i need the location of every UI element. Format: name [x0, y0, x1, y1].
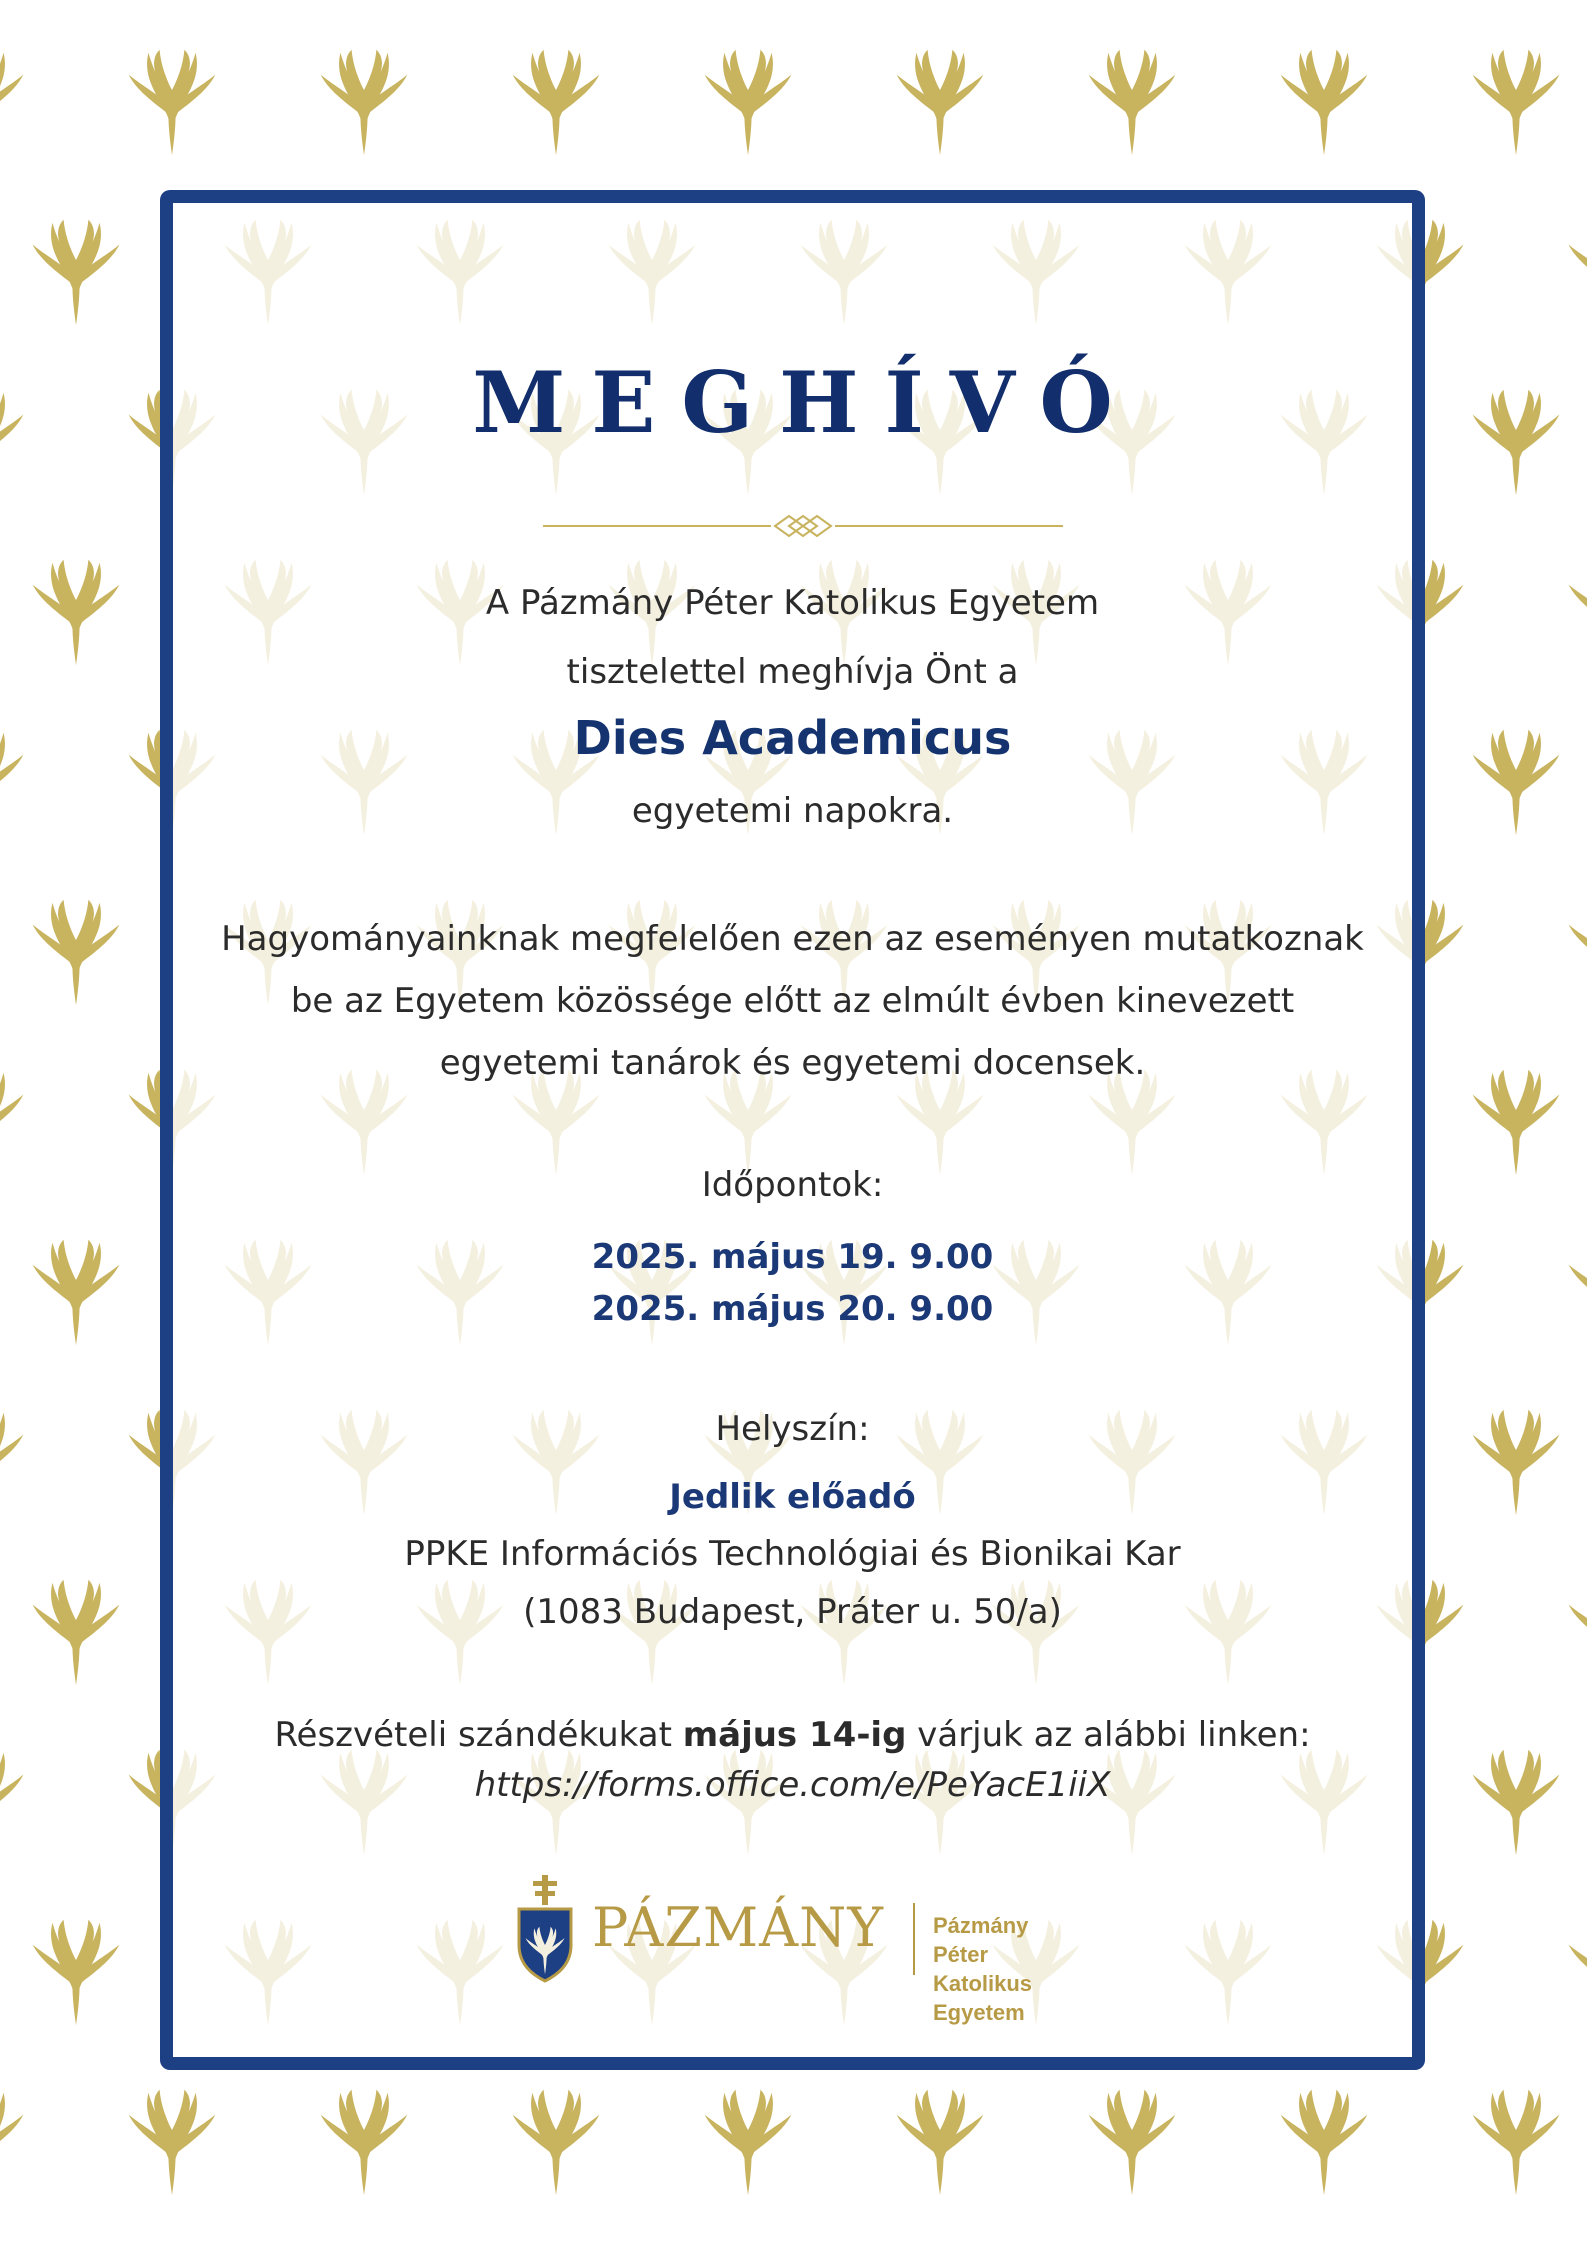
fleur-motif-icon [1281, 2090, 1368, 2195]
fleur-motif-icon [1569, 560, 1587, 665]
intro-line-2: tisztelettel meghívja Önt a [566, 652, 1019, 692]
fleur-motif-icon [513, 2090, 600, 2195]
fleur-motif-icon [1377, 1920, 1412, 2025]
fleur-motif-icon [1569, 900, 1587, 1005]
fleur-motif-icon [897, 50, 984, 155]
fleur-motif-icon [1569, 1580, 1587, 1685]
fleur-motif-icon [0, 1070, 23, 1175]
fleur-motif-icon [33, 1920, 120, 2025]
invitation-card [160, 190, 1425, 2070]
logo-subtitle-line-2: Katolikus Egyetem [933, 1971, 1033, 2025]
university-crest-icon [513, 1873, 577, 1983]
location-room: Jedlik előadó [669, 1477, 916, 1517]
fleur-motif-icon [1089, 2090, 1176, 2195]
fleur-motif-icon [1473, 730, 1560, 835]
fleur-motif-icon [513, 50, 600, 155]
fleur-motif-icon [1473, 390, 1560, 495]
rsvp-deadline: május 14-ig [682, 1715, 907, 1755]
fleur-motif-icon [225, 1920, 312, 2025]
fleur-motif-icon [129, 2090, 216, 2195]
fleur-motif-icon [1473, 1070, 1560, 1175]
fleur-motif-icon [1089, 50, 1176, 155]
fleur-motif-icon [897, 2090, 984, 2195]
fleur-motif-icon [1185, 1920, 1272, 2025]
location-address: (1083 Budapest, Práter u. 50/a) [523, 1592, 1062, 1632]
fleur-motif-icon [1185, 220, 1272, 325]
fleur-motif-icon [1473, 1410, 1560, 1515]
rsvp-link[interactable]: https://forms.office.com/e/PeYacE1iiX [474, 1765, 1111, 1805]
paragraph-line-3: egyetemi tanárok és egyetemi docensek. [439, 1043, 1146, 1083]
fleur-motif-icon [993, 220, 1080, 325]
fleur-motif-icon [1473, 2090, 1560, 2195]
fleur-motif-icon [705, 2090, 792, 2195]
page-title: MEGHÍVÓ [472, 353, 1139, 452]
fleur-motif-icon [321, 50, 408, 155]
fleur-motif-icon [0, 1750, 23, 1855]
university-logo [513, 1873, 1073, 2025]
fleur-motif-icon [1569, 1920, 1587, 2025]
logo-separator [913, 1903, 915, 1975]
dates-label: Időpontok: [701, 1165, 884, 1205]
fleur-motif-icon [609, 220, 696, 325]
paragraph-line-1: Hagyományainknak megfelelően ezen az eseményen mutatkoznak [221, 919, 1364, 959]
event-name: Dies Academicus [573, 711, 1012, 765]
fleur-motif-icon [33, 900, 120, 1005]
fleur-motif-icon [33, 560, 120, 665]
fleur-motif-icon [0, 730, 23, 835]
fleur-motif-icon [1473, 50, 1560, 155]
location-faculty: PPKE Információs Technológiai és Bionikai Kar [404, 1534, 1181, 1574]
fleur-motif-icon [417, 220, 504, 325]
location-label: Helyszín: [715, 1409, 870, 1449]
fleur-motif-icon [321, 2090, 408, 2195]
rsvp-text-before: Részvételi szándékukat [274, 1715, 683, 1755]
date-2: 2025. május 20. 9.00 [591, 1289, 994, 1329]
fleur-motif-icon [33, 220, 120, 325]
fleur-motif-icon [1569, 1240, 1587, 1345]
date-1: 2025. május 19. 9.00 [591, 1237, 994, 1277]
intro-line-1: A Pázmány Péter Katolikus Egyetem [485, 583, 1100, 623]
fleur-motif-icon [1281, 50, 1368, 155]
logo-subtitle [933, 1911, 1073, 2027]
fleur-motif-icon [801, 220, 888, 325]
fleur-motif-icon [0, 50, 23, 155]
logo-subtitle-line-1: Pázmány Péter [933, 1913, 1029, 1967]
fleur-motif-icon [129, 50, 216, 155]
intro-line-3: egyetemi napokra. [631, 791, 954, 831]
fleur-motif-icon [0, 1410, 23, 1515]
rsvp-text-after: várjuk az alábbi linken: [906, 1715, 1311, 1755]
fleur-motif-icon [225, 220, 312, 325]
fleur-motif-icon [417, 1920, 504, 2025]
fleur-motif-icon [33, 1580, 120, 1685]
fleur-motif-icon [1377, 220, 1412, 325]
fleur-motif-icon [1569, 220, 1587, 325]
fleur-motif-icon [1473, 1750, 1560, 1855]
fleur-motif-icon [705, 50, 792, 155]
rsvp-text [173, 1709, 1412, 1761]
logo-wordmark: PÁZMÁNY [592, 1896, 885, 1959]
paragraph-line-2: be az Egyetem közössége előtt az elmúlt évben kinevezett [290, 981, 1295, 1021]
fleur-motif-icon [0, 2090, 23, 2195]
fleur-motif-icon [33, 1240, 120, 1345]
fleur-motif-icon [0, 390, 23, 495]
ornament-divider-icon [543, 511, 1063, 541]
